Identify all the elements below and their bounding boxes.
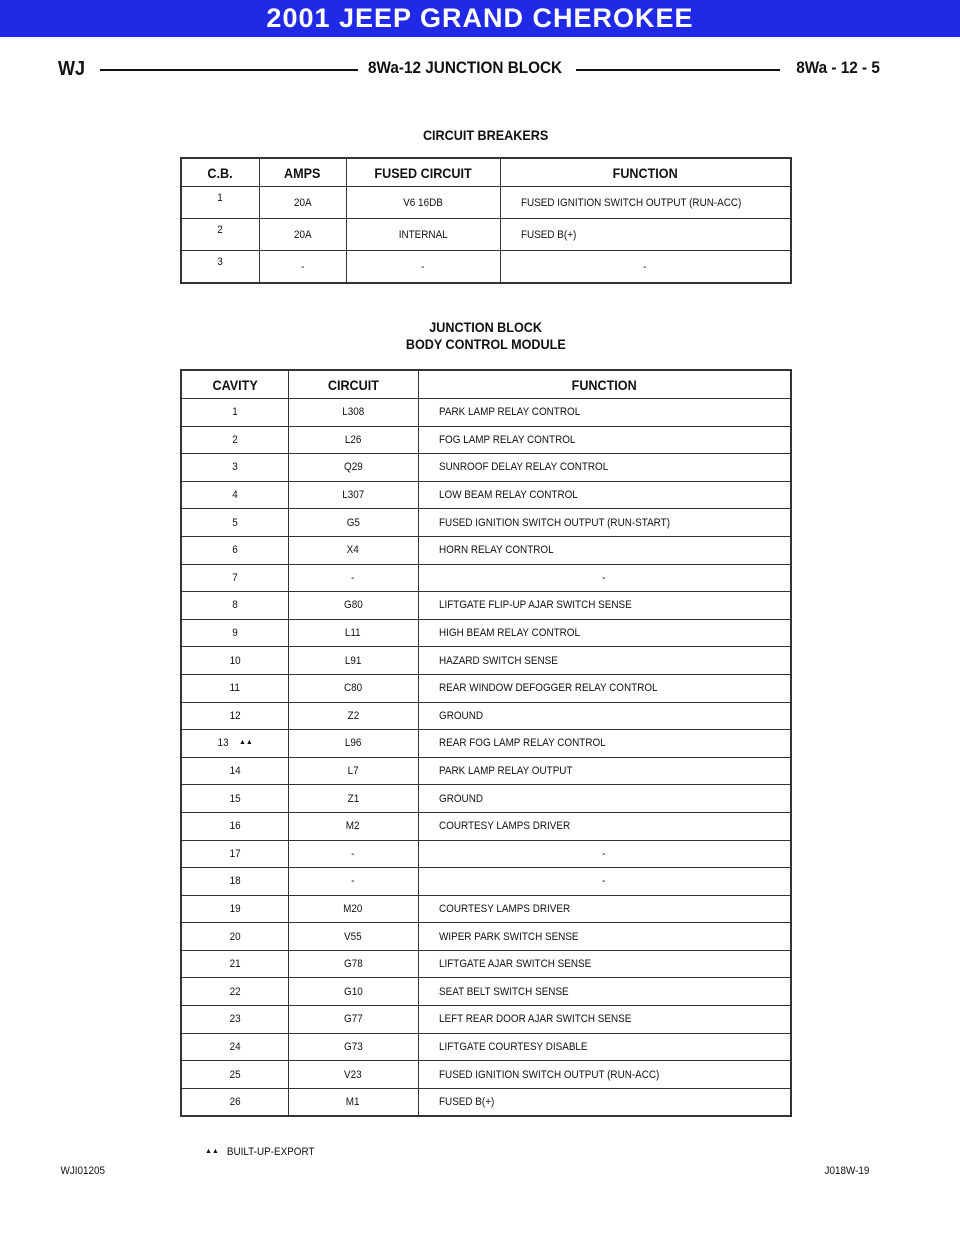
table-row: [181, 950, 791, 978]
function-cell: PARK LAMP RELAY CONTROL: [418, 399, 791, 427]
table-row: [181, 187, 791, 219]
table-row: [181, 1033, 791, 1061]
table-row: [181, 481, 791, 509]
circuit-breakers-body: [181, 187, 791, 284]
cavity-cell: 14: [181, 757, 288, 785]
header-rule-left: [100, 69, 358, 71]
document-id: J018W-19: [824, 1165, 870, 1177]
fused-circuit-cell: INTERNAL: [346, 219, 500, 251]
cavity-cell: 24: [181, 1033, 288, 1061]
function-cell: WIPER PARK SWITCH SENSE: [418, 923, 791, 951]
function-cell: FUSED IGNITION SWITCH OUTPUT (RUN-ACC): [418, 1061, 791, 1089]
function-cell: FUSED IGNITION SWITCH OUTPUT (RUN-ACC): [500, 187, 791, 219]
cb-number: 2: [181, 219, 259, 251]
table-row: [181, 647, 791, 675]
cb-number: 3: [181, 251, 259, 284]
table-row: [181, 1061, 791, 1089]
footnote: [205, 1146, 319, 1158]
function-cell: LIFTGATE FLIP-UP AJAR SWITCH SENSE: [418, 592, 791, 620]
table-row: [181, 674, 791, 702]
circuit-cell: M1: [288, 1088, 418, 1116]
circuit-cell: C80: [288, 674, 418, 702]
footnote-text: BUILT-UP-EXPORT: [226, 1146, 315, 1158]
function-cell: FOG LAMP RELAY CONTROL: [418, 426, 791, 454]
table-row: [181, 840, 791, 868]
cavity-cell: 16: [181, 812, 288, 840]
table-row: [181, 219, 791, 251]
circuit-cell: M2: [288, 812, 418, 840]
table-row: [181, 702, 791, 730]
function-cell: SUNROOF DELAY RELAY CONTROL: [418, 454, 791, 482]
circuit-cell: L7: [288, 757, 418, 785]
table-header-row: [181, 158, 791, 187]
circuit-cell: L26: [288, 426, 418, 454]
cavity-cell: 21: [181, 950, 288, 978]
junction-block-title: JUNCTION BLOCK BODY CONTROL MODULE: [406, 319, 566, 352]
fused-circuit-cell: -: [346, 251, 500, 284]
table-row: [181, 812, 791, 840]
table-row: [181, 592, 791, 620]
circuit-cell: L96: [288, 730, 418, 758]
cavity-cell: 15: [181, 785, 288, 813]
circuit-breakers-table: [180, 157, 792, 284]
cavity-cell: 23: [181, 1006, 288, 1034]
cavity-cell: 13 ▲▲: [181, 730, 288, 758]
table-row: [181, 454, 791, 482]
function-cell: -: [418, 840, 791, 868]
cavity-cell: 10: [181, 647, 288, 675]
circuit-cell: L307: [288, 481, 418, 509]
circuit-cell: G78: [288, 950, 418, 978]
cavity-cell: 20: [181, 923, 288, 951]
circuit-cell: X4: [288, 536, 418, 564]
function-cell: HORN RELAY CONTROL: [418, 536, 791, 564]
table-row: [181, 868, 791, 896]
column-header-function: FUNCTION: [500, 158, 791, 187]
circuit-cell: -: [288, 840, 418, 868]
function-cell: FUSED B(+): [500, 219, 791, 251]
function-cell: -: [500, 251, 791, 284]
cavity-cell: 8: [181, 592, 288, 620]
table-row: [181, 978, 791, 1006]
junction-block-table: [180, 369, 792, 1117]
circuit-cell: V55: [288, 923, 418, 951]
table-row: [181, 757, 791, 785]
header-section-title: 8Wa-12 JUNCTION BLOCK: [368, 58, 563, 77]
triangle-marker-icon: ▲▲: [238, 739, 253, 747]
cavity-cell: 26: [181, 1088, 288, 1116]
column-header-circuit: CIRCUIT: [288, 370, 418, 399]
function-cell: REAR FOG LAMP RELAY CONTROL: [418, 730, 791, 758]
circuit-cell: Q29: [288, 454, 418, 482]
function-cell: LOW BEAM RELAY CONTROL: [418, 481, 791, 509]
document-banner: 2001 JEEP GRAND CHEROKEE: [0, 0, 960, 37]
cavity-cell: 3: [181, 454, 288, 482]
triangle-marker-icon: ▲▲: [205, 1148, 219, 1155]
header-model-code: WJ: [58, 58, 85, 80]
cavity-cell: 6: [181, 536, 288, 564]
circuit-cell: G73: [288, 1033, 418, 1061]
table-row: [181, 923, 791, 951]
cavity-cell: 9: [181, 619, 288, 647]
function-cell: LEFT REAR DOOR AJAR SWITCH SENSE: [418, 1006, 791, 1034]
header-rule-right: [576, 69, 780, 71]
function-cell: -: [418, 564, 791, 592]
column-header-amps: AMPS: [259, 158, 346, 187]
table-row: [181, 1088, 791, 1116]
circuit-cell: Z1: [288, 785, 418, 813]
cavity-cell: 2: [181, 426, 288, 454]
function-cell: HIGH BEAM RELAY CONTROL: [418, 619, 791, 647]
amps-cell: 20A: [259, 187, 346, 219]
function-cell: COURTESY LAMPS DRIVER: [418, 812, 791, 840]
table-row: [181, 785, 791, 813]
circuit-cell: -: [288, 868, 418, 896]
table-row: [181, 399, 791, 427]
cavity-cell: 1: [181, 399, 288, 427]
amps-cell: 20A: [259, 219, 346, 251]
circuit-cell: L308: [288, 399, 418, 427]
cb-number: 1: [181, 187, 259, 219]
cavity-cell: 25: [181, 1061, 288, 1089]
column-header-fused-circuit: FUSED CIRCUIT: [346, 158, 500, 187]
cavity-cell: 11: [181, 674, 288, 702]
cavity-cell: 18: [181, 868, 288, 896]
circuit-cell: G5: [288, 509, 418, 537]
table-header-row: [181, 370, 791, 399]
column-header-function: FUNCTION: [418, 370, 791, 399]
function-cell: GROUND: [418, 785, 791, 813]
cavity-cell: 17: [181, 840, 288, 868]
junction-block-body: [181, 399, 791, 1117]
function-cell: LIFTGATE COURTESY DISABLE: [418, 1033, 791, 1061]
cavity-cell: 19: [181, 895, 288, 923]
function-cell: GROUND: [418, 702, 791, 730]
function-cell: FUSED B(+): [418, 1088, 791, 1116]
circuit-cell: G77: [288, 1006, 418, 1034]
function-cell: HAZARD SWITCH SENSE: [418, 647, 791, 675]
fused-circuit-cell: V6 16DB: [346, 187, 500, 219]
column-header-cavity: CAVITY: [181, 370, 288, 399]
function-cell: -: [418, 868, 791, 896]
table-row: [181, 895, 791, 923]
function-cell: SEAT BELT SWITCH SENSE: [418, 978, 791, 1006]
function-cell: LIFTGATE AJAR SWITCH SENSE: [418, 950, 791, 978]
table-row: [181, 619, 791, 647]
function-cell: PARK LAMP RELAY OUTPUT: [418, 757, 791, 785]
cavity-cell: 4: [181, 481, 288, 509]
table-row: [181, 564, 791, 592]
function-cell: FUSED IGNITION SWITCH OUTPUT (RUN-START): [418, 509, 791, 537]
table-row: [181, 251, 791, 284]
circuit-cell: -: [288, 564, 418, 592]
column-header-cb: C.B.: [181, 158, 259, 187]
cavity-cell: 5: [181, 509, 288, 537]
cavity-cell: 12: [181, 702, 288, 730]
table-row: [181, 536, 791, 564]
table-row: [181, 509, 791, 537]
cavity-cell: 7: [181, 564, 288, 592]
circuit-cell: G10: [288, 978, 418, 1006]
header-page-number: 8Wa - 12 - 5: [796, 58, 880, 77]
circuit-cell: M20: [288, 895, 418, 923]
circuit-cell: V23: [288, 1061, 418, 1089]
circuit-breakers-title: CIRCUIT BREAKERS: [423, 127, 549, 143]
function-cell: COURTESY LAMPS DRIVER: [418, 895, 791, 923]
table-row: [181, 426, 791, 454]
amps-cell: -: [259, 251, 346, 284]
table-row: [181, 1006, 791, 1034]
function-cell: REAR WINDOW DEFOGGER RELAY CONTROL: [418, 674, 791, 702]
circuit-cell: Z2: [288, 702, 418, 730]
circuit-cell: L11: [288, 619, 418, 647]
circuit-cell: L91: [288, 647, 418, 675]
figure-id: WJI01205: [60, 1165, 106, 1177]
cavity-cell: 22: [181, 978, 288, 1006]
table-row: [181, 730, 791, 758]
circuit-cell: G80: [288, 592, 418, 620]
